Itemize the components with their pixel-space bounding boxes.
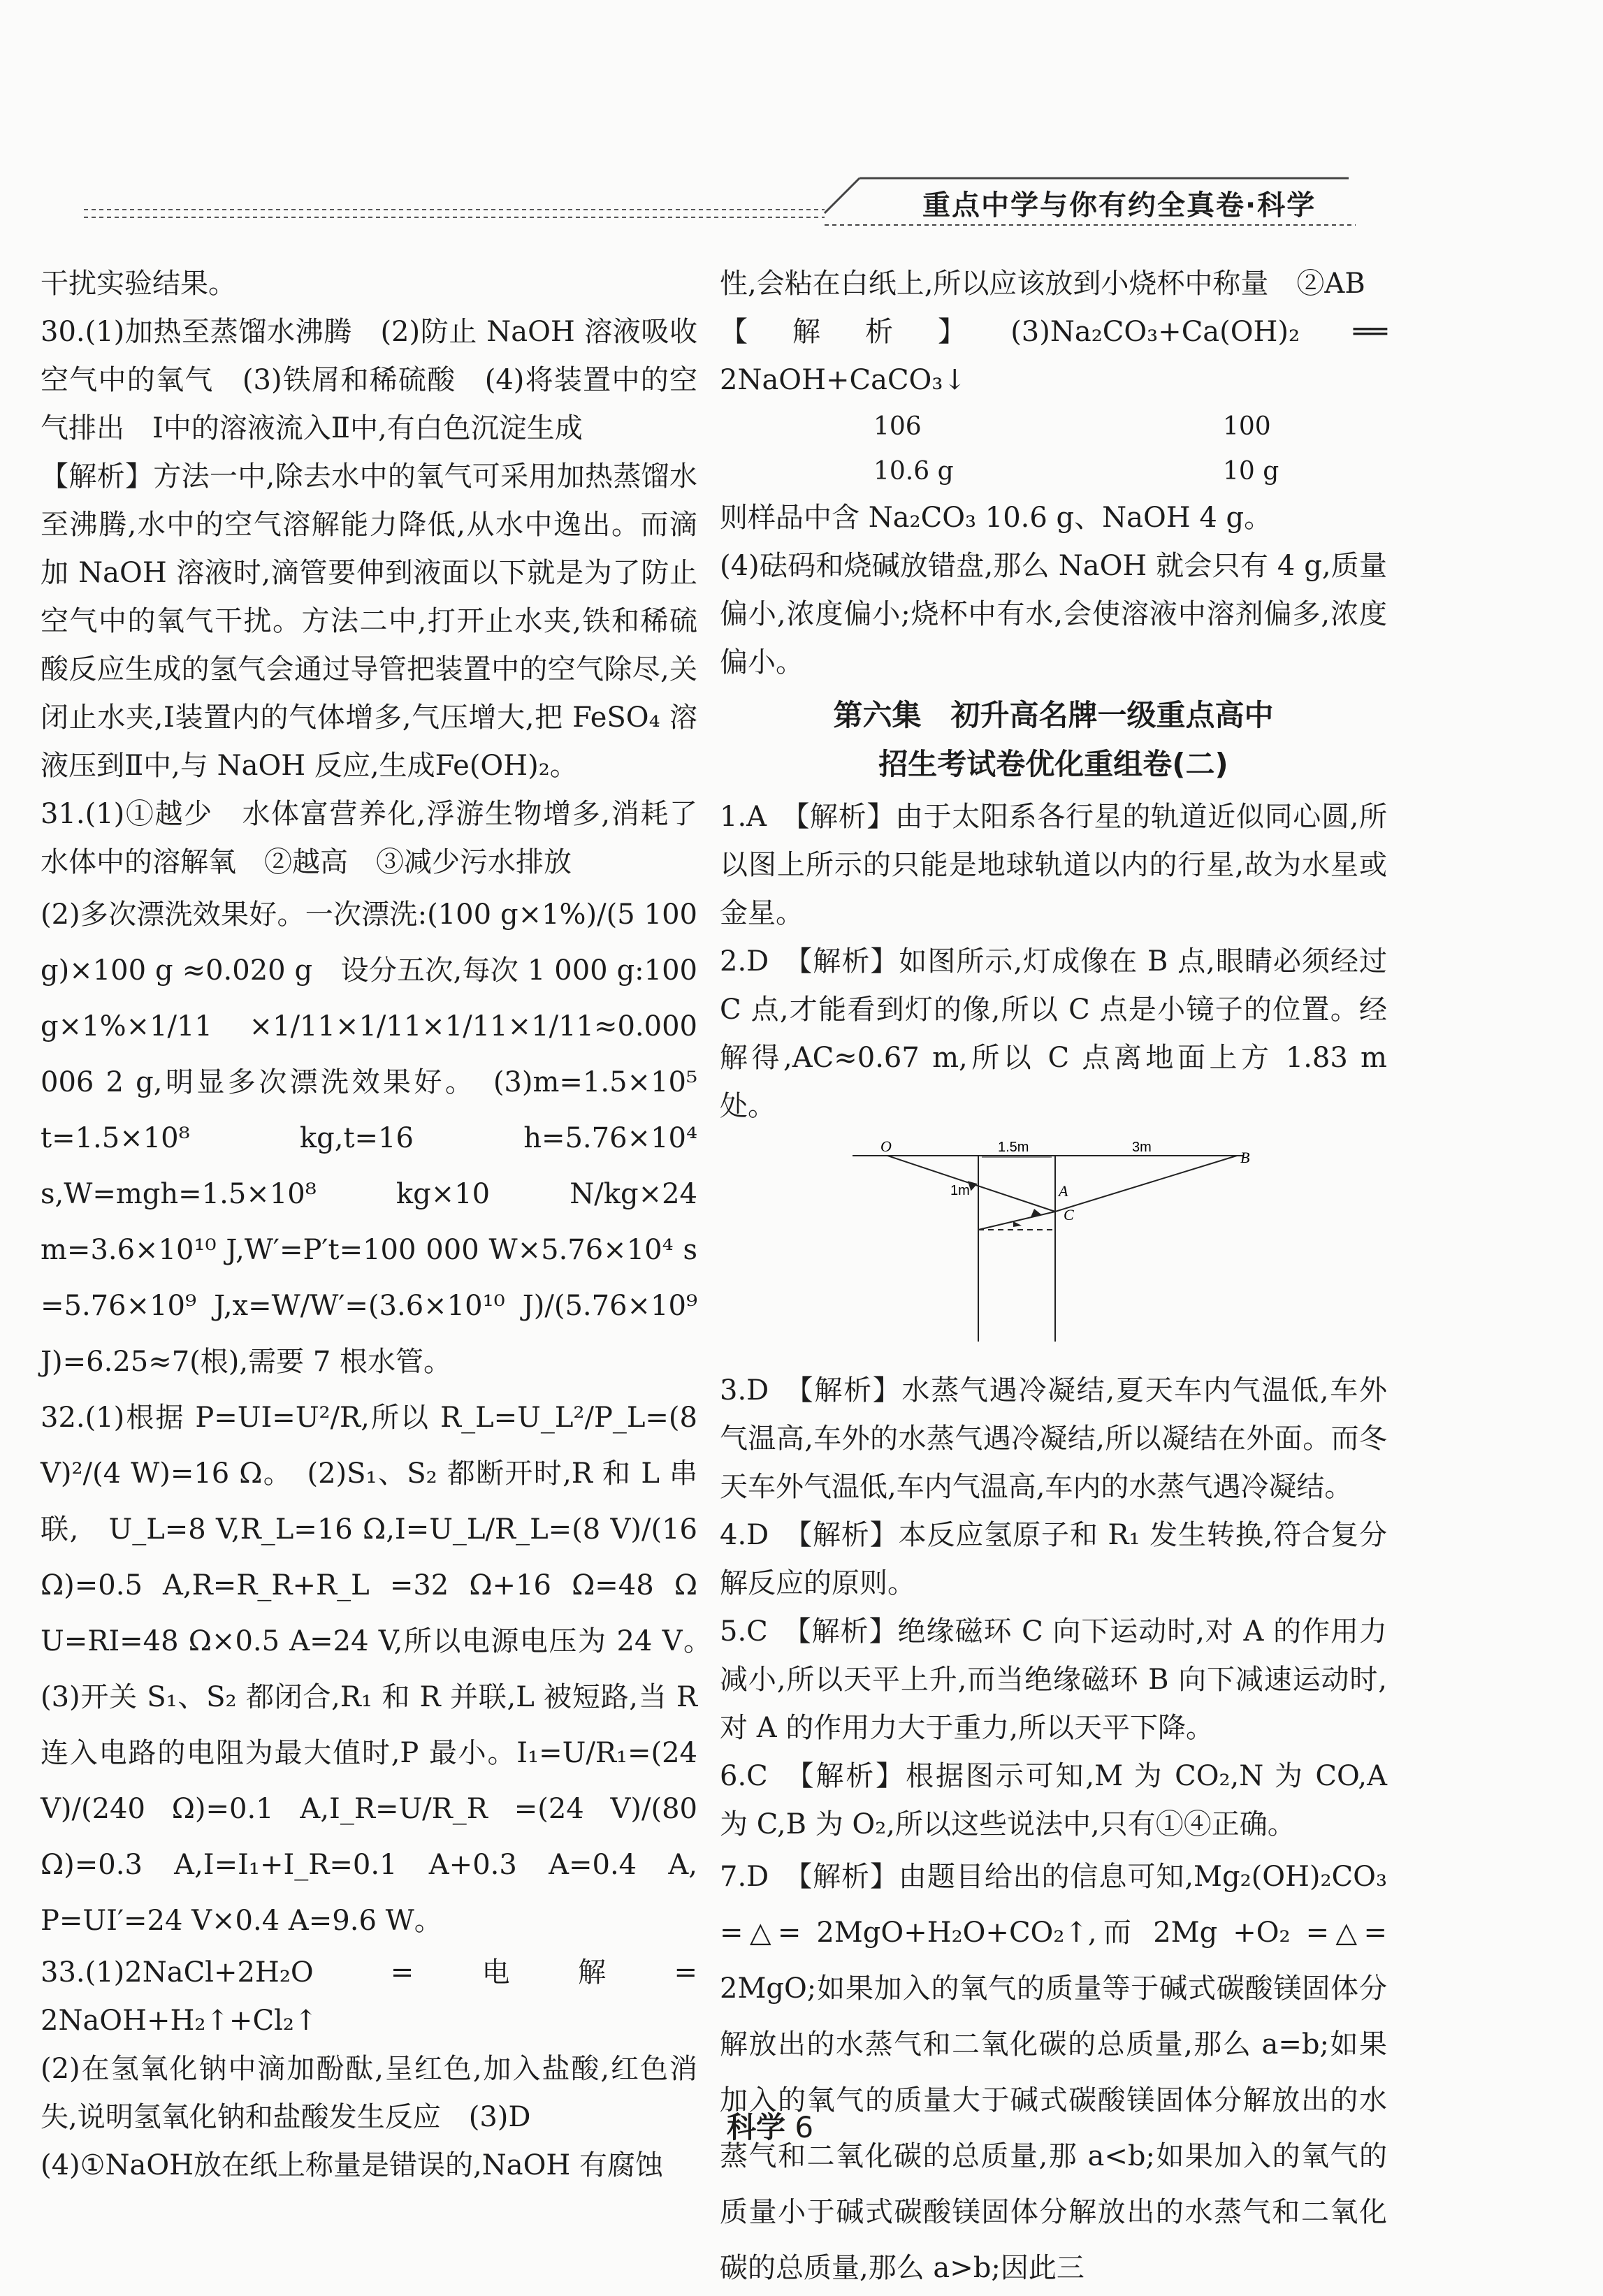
answer-1: 1.A 【解析】由于太阳系各行星的轨道近似同心圆,所以图上所示的只能是地球轨道以内的行星,故为水星或金星。 [720, 801, 1387, 929]
page-footer [727, 2105, 880, 2146]
header-title: 重点中学与你有约全真卷·科学 [922, 189, 1317, 221]
dim-label-1m: 1m [950, 1183, 970, 1198]
calc-value: 100 [1223, 412, 1271, 441]
section-title-line-2: 招生考试卷优化重组卷(二) [878, 747, 1228, 781]
right-after-0: 则样品中含 Na₂CO₃ 10.6 g、NaOH 4 g。 [720, 502, 1272, 534]
left-para-0: 干扰实验结果。 [41, 268, 236, 300]
stoichiometry-calc [720, 405, 1387, 494]
right-after-1: (4)砝码和烧碱放错盘,那么 NaOH 就会只有 4 g,质量偏小,浓度偏小;烧杯中有水,会使溶液中溶剂偏多,浓度偏小。 [720, 550, 1387, 678]
answer-31-part2: (2)多次漂洗效果好。一次漂洗:(100 g×1%)/(5 100 g)×100 g ≈0.020 g 设分五次,每次 1 000 g:100 g×1%×1/11 ×1/11×1/11×1/11×1/11≈0.000 006 2 g,明显多次漂洗效果好。 (3)m=1.5×10⁵ t=1.5×10⁸ kg,t=16 h=5.76×10⁴ s,W=mgh=1.5×10⁸ kg×10 N/kg×24 m=3.6×10¹⁰ J,W′=P′t=100 000 W×5.76×10⁴ s =5.76×10⁹ J,x=W/W′=(3.6×10¹⁰ J)/(5.76×10⁹ J)=6.25≈7(根),需要 7 根水管。 [41, 899, 697, 1378]
footer-subject: 科学 [727, 2110, 786, 2144]
label-b: B [1240, 1149, 1250, 1166]
answer-30: 30.(1)加热至蒸馏水沸腾 (2)防止 NaOH 溶液吸收空气中的氧气 (3)铁屑和稀硫酸 (4)将装置中的空气排出 Ⅰ中的溶液流入Ⅱ中,有白色沉淀生成 [41, 316, 697, 444]
right-column [720, 260, 1387, 2296]
arrow-head [1013, 1221, 1022, 1227]
section-title-line-1: 第六集 初升高名牌一级重点高中 [833, 698, 1274, 732]
label-a: A [1059, 1182, 1068, 1200]
calc-value: 106 [873, 412, 922, 441]
answer-33-part4: (4)①NaOH放在纸上称量是错误的,NaOH 有腐蚀 [41, 2149, 663, 2181]
label-o: O [880, 1139, 892, 1155]
page-number: 6 [795, 2110, 814, 2144]
mirror-diagram [846, 1139, 1279, 1342]
left-column [41, 260, 725, 2190]
calc-value: 10.6 g [873, 457, 954, 486]
dim-label-3m: 3m [1132, 1140, 1152, 1155]
answer-32: 32.(1)根据 P=UI=U²/R,所以 R_L=U_L²/P_L=(8 V)²/(4 W)=16 Ω。 (2)S₁、S₂ 都断开时,R 和 L 串联, U_L=8 V,R_L=16 Ω,I=U_L/R_L=(8 V)/(16 Ω)=0.5 A,R=R_R+R_L =32 Ω+16 Ω=48 Ω U=RI=48 Ω×0.5 A=24 V,所以电源电压为 24 V。 (3)开关 S₁、S₂ 都闭合,R₁ 和 R 并联,L 被短路,当 R 连入电路的电阻为最大值时,P 最小。I₁=U/R₁=(24 V)/(240 Ω)=0.1 A,I_R=U/R_R =(24 V)/(80 Ω)=0.3 A,I=I₁+I_R=0.1 A+0.3 A=0.4 A, P=UI′=24 V×0.4 A=9.6 W。 [41, 1402, 725, 1937]
dim-label-1.5m: 1.5m [998, 1140, 1029, 1155]
answer-2: 2.D 【解析】如图所示,灯成像在 B 点,眼睛必须经过 C 点,才能看到灯的像,所以 C 点是小镜子的位置。经解得,AC≈0.67 m,所以 C 点离地面上方 1.83 m 处。 [720, 945, 1387, 1122]
calc-row [720, 405, 1387, 449]
calc-value: 10 g [1223, 457, 1279, 486]
ray-reflected [978, 1212, 1055, 1230]
answer-33-part2: (2)在氢氧化钠中滴加酚酞,呈红色,加入盐酸,红色消失,说明氢氧化钠和盐酸发生反应 (3)D [41, 2053, 697, 2133]
label-c: C [1064, 1206, 1074, 1223]
calc-row [720, 449, 1387, 494]
answer-5: 5.C 【解析】绝缘磁环 C 向下运动时,对 A 的作用力减小,所以天平上升,而当绝缘磁环 B 向下减速运动时,对 A 的作用力大于重力,所以天平下降。 [720, 1615, 1387, 1744]
answer-6: 6.C 【解析】根据图示可知,M 为 CO₂,N 为 CO,A 为 C,B 为 O₂,所以这些说法中,只有①④正确。 [720, 1760, 1387, 1840]
ray-c-to-b [1055, 1156, 1237, 1212]
answer-31-part1: 31.(1)①越少 水体富营养化,浮游生物增多,消耗了水体中的溶解氧 ②越高 ③减少污水排放 [41, 798, 697, 878]
analysis-30: 【解析】方法一中,除去水中的氧气可采用加热蒸馏水至沸腾,水中的空气溶解能力降低,从水中逸出。而滴加 NaOH 溶液时,滴管要伸到液面以下就是为了防止空气中的氧气干扰。方法二中,打开止水夹,铁和稀硫酸反应生成的氢气会通过导管把装置中的空气除尽,关闭止水夹,Ⅰ装置内的气体增多,气压增大,把 FeSO₄ 溶液压到Ⅱ中,与 NaOH 反应,生成Fe(OH)₂。 [41, 460, 697, 782]
answer-4: 4.D 【解析】本反应氢原子和 R₁ 发生转换,符合复分解反应的原则。 [720, 1519, 1387, 1599]
right-intro-1: 【解析】(3)Na₂CO₃+Ca(OH)₂ ══ 2NaOH+CaCO₃↓ [720, 316, 1387, 396]
answer-33-part1: 33.(1)2NaCl+2H₂O =电解= 2NaOH+H₂↑+Cl₂↑ [41, 1956, 697, 2037]
answer-3: 3.D 【解析】水蒸气遇冷凝结,夏天车内气温低,车外气温高,车外的水蒸气遇冷凝结,所以凝结在外面。而冬天车外气温低,车内气温高,车内的水蒸气遇冷凝结。 [720, 1374, 1387, 1503]
right-intro-0: 性,会粘在白纸上,所以应该放到小烧杯中称量 ②AB [720, 268, 1365, 300]
section-title [720, 691, 1387, 789]
answer-7: 7.D 【解析】由题目给出的信息可知,Mg₂(OH)₂CO₃ =△= 2MgO+H₂O+CO₂↑,而 2Mg +O₂ =△= 2MgO;如果加入的氧气的质量等于碱式碳酸镁固体分解放出的水蒸气和二氧化碳的总质量,那么 a=b;如果加入的氧气的质量大于碱式碳酸镁固体分解放出的水蒸气和二氧化碳的总质量,那 a<b;如果加入的氧气的质量小于碱式碳酸镁固体分解放出的水蒸气和二氧化碳的总质量,那么 a>b;因此三 [720, 1861, 1387, 2284]
